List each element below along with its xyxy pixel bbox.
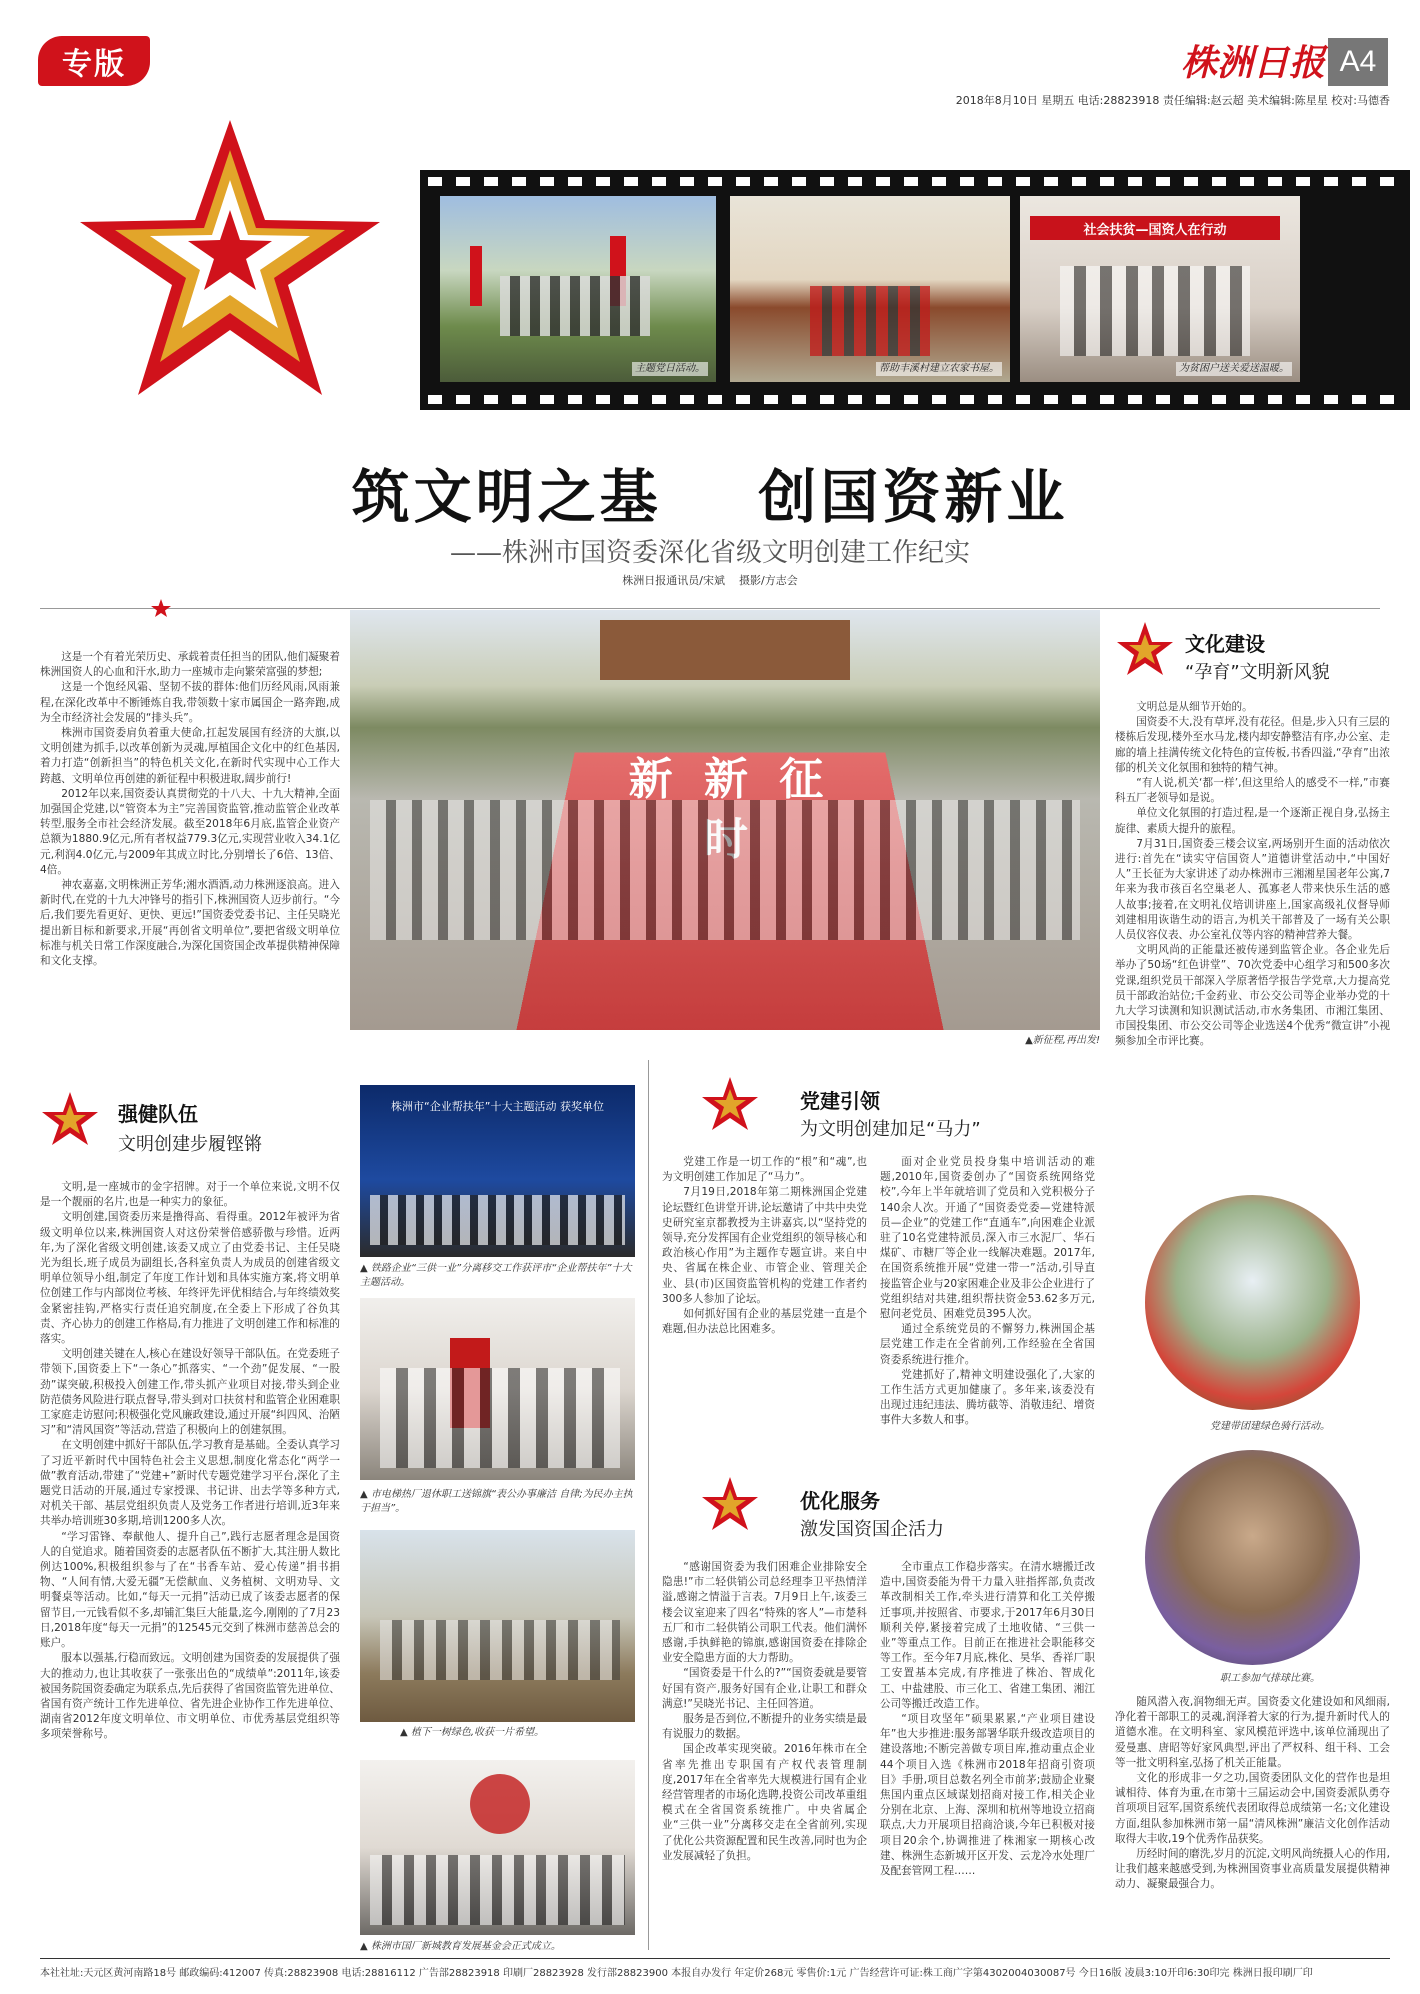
hero-banner-text: 新 新 征 时: [628, 754, 832, 865]
column-rule: [648, 1060, 649, 1950]
party-paragraph: 如何抓好国有企业的基层党建一直是个难题,但办法总比困难多。: [662, 1308, 867, 1336]
film-photo-book-house: [730, 196, 1010, 382]
culture-paragraph: 文明风尚的正能量还被传递到监管企业。各企业先后举办了50场“红色讲堂”、70次党委中心组学习和500多次党课,组织党员干部深入学原著悟学报告学党章,大力提高党员干部政治站位;千金药业、市公交公司等企业举办党的十九大学习读测和知识测试活动,市水务集团、市湘江集团、市国投集团、市公交公司等企业选送4个优秀“微宣讲”小视频参加全市评比赛。: [1115, 944, 1390, 1048]
team-photo-caption: ▲ 株洲市国厂新城教育发展基金会正式成立。: [360, 1941, 561, 1952]
culture-paragraph: 单位文化氛围的打造过程,是一个逐渐正视自身,弘扬主旋律、素质大提升的旅程。: [1115, 807, 1390, 835]
intro-paragraph: 神农嘉嘉,文明株洲正芳华;湘水酒酒,动力株洲逐浪高。进入新时代,在党的十九大冲锋号的指引下,株洲国资人迈步前行。“今后,我们要先看更好、更快、更远!”国资委党委书记、主任吴晓光提出新目标和新要求,开展“再创省文明单位”,要把省级文明单位标准与机关日常工作深度融合,为深化国资国企改革提供精神保障和文化支撑。: [40, 879, 340, 968]
team-photo-banner-gift: [360, 1298, 635, 1480]
team-photo-caption: ▲ 铁路企业“三供一业”分离移交工作获评市“企业帮扶年”十大主题活动。: [360, 1263, 632, 1288]
service-column-left: [662, 1560, 867, 1950]
party-paragraph: 党建工作是一切工作的“根”和“魂”,也为文明创建工作加足了“马力”。: [662, 1156, 867, 1184]
section-badge: [38, 36, 150, 86]
film-photo-caption: 主题党日活动。: [632, 362, 708, 376]
culture-paragraph: 历经时间的磨洗,岁月的沉淀,文明风尚统摄人心的作用,让我们越来越感受到,为株洲国资事业高质量发展提供精神动力、凝聚最强合力。: [1115, 1848, 1390, 1891]
party-title: 党建引领: [800, 1089, 880, 1113]
service-column-right: [880, 1560, 1095, 1950]
party-column-right: [880, 1155, 1095, 1453]
culture-title: 文化建设: [1185, 632, 1265, 656]
service-paragraph: “感谢国资委为我们困难企业排除安全隐患!”市二轻供销公司总经理李卫平热情洋溢,感谢之情溢于言表。7月9日上午,该委三楼会议室迎来了四名“特殊的客人”—市楚科五厂和市二轻供销公司职工代表。他们满怀感谢,手执鲜艳的锦旗,感谢国资委在排除企业安全隐患方面的大力帮助。: [662, 1561, 867, 1665]
team-column: [40, 1180, 340, 1950]
team-photo-caption: ▲ 植下一树绿色,收获一片希望。: [400, 1727, 545, 1738]
culture-photo-volleyball: [1145, 1450, 1360, 1665]
team-subtitle: 文明创建步履铿锵: [118, 1134, 262, 1155]
culture-paragraph: 文化的形成非一夕之功,国资委团队文化的营作也是坦诚相待、体育为重,在市第十三届运动会中,国资委派队勇夺首项项目冠军,国资系统代表团取得总成绩第一名;文化建设方面,组队参加株洲市第一届“清风株洲”廉洁文化创作活动取得大丰收,19个优秀作品获奖。: [1115, 1772, 1390, 1845]
culture-subtitle: “孕育”文明新风貌: [1185, 662, 1330, 683]
intro-paragraph: 2012年以来,国资委认真贯彻党的十八大、十九大精神,全面加强国企党建,以“管资本为主”完善国资监管,推动监管企业改革转型,服务全市社会经济发展。截至2018年6月底,监管企业资产总额为1880.9亿元,所有者权益779.3亿元,实现营业收入34.1亿元,利润4.0亿元,与2009年其成立时比,分别增长了6倍、13倍、4倍。: [40, 787, 340, 876]
intro-column: [40, 650, 340, 1080]
team-photo-award: [360, 1085, 635, 1257]
paper-logo-text: 株洲日报: [1180, 41, 1325, 84]
headline-rule: [40, 608, 1380, 609]
culture-star-icon: [1115, 620, 1175, 676]
party-column-left: [662, 1155, 867, 1453]
film-holes-bottom: [420, 392, 1410, 406]
team-photo-caption: ▲ 市电梯热厂退休职工送锦旗“表公办事廉洁 自律;为民办主执于担当”。: [360, 1489, 633, 1514]
team-photo-foundation: [360, 1760, 635, 1935]
service-paragraph: “项目攻坚年”硕果累累,“产业项目建设年”也大步推进:服务部署华联升级改造项目的建设落地;不断完善做专项目库,推动重点企业44个项目入选《株洲市2018年招商引资项目》手册,项目总数名列全市前茅;鼓励企业聚焦国内重点区域谋划招商对接工作,相关企业分别在北京、上海、深圳和杭州等地设立招商联点,大力开展项目招商洽谈,今年已积极对接项目20余个,协调推进了株湘家一期核心改建、株洲生态新城开区开发、云龙冷水处理厂及配套管网工程……: [880, 1713, 1095, 1878]
footer-rule: [40, 1958, 1390, 1959]
culture-photo-caption: 党建带团建绿色骑行活动。: [1210, 1421, 1330, 1432]
film-photo-poverty-relief: [1020, 196, 1300, 382]
intro-paragraph: 株洲市国资委肩负着重大使命,扛起发展国有经济的大旗,以文明创建为抓手,以改革创新为灵魂,厚植国企文化中的红色基因,着力打造“创新担当”的特色机关文化,在新时代实现中心工作大跨越、文明单位再创建的新征程中积极进取,阔步前行!: [40, 727, 340, 785]
poverty-relief-banner: [1030, 216, 1280, 240]
team-paragraph: “学习雷锋、奉献他人、提升自己”,践行志愿者理念是国资人的自觉追求。随着国资委的志愿者队伍不断扩大,其注册人数比例达100%,积极组织参与了在“书香车站、爱心传递”捐书捐物、“人间有情,大爱无疆”无偿献血、义务植树、文明劝导、文明餐桌等活动。比如,“每天一元捐”活动已成了该委志愿者的保留节目,一元钱看似不多,却铺汇集巨大能量,迄今,刚刚的了7月23日,2018年度“每天一元捐”的12545元交到了株洲市慈善总会的账户。: [40, 1530, 340, 1650]
service-paragraph: “国资委是干什么的?”“国资委就是要管好国有资产,服务好国有企业,让职工和群众满意!”吴晓光书记、主任回答道。: [662, 1667, 867, 1710]
intro-paragraph: 这是一个有着光荣历史、承载着责任担当的团队,他们凝聚着株洲国资人的心血和汗水,助力一座城市走向繁荣富强的梦想;: [40, 651, 340, 679]
service-paragraph: 国企改革实现突破。2016年株市在全省率先推出专职国有产权代表管理制度,2017年在全省率先大规模进行国有企业经营管理者的市场化选聘,投资公司改革重组模式在全省国资系统推广。中央省属企业“三供一业”分离移交走在全省前列,实现了优化公共资源配置和民生改善,同时也为企业发展减轻了负担。: [662, 1743, 867, 1862]
footer-info: 本社社址:天元区黄河南路18号 邮政编码:412007 传真:28823908 电话:28816112 广告部28823918 印刷厂28823928 发行部28823900 本报自办发行 年定价268元 零售价:1元 广告经营许可证:株工商广字第4302004030087号 今日16版 凌晨3:10开印6:30印完 株洲日报印刷厂印: [40, 1968, 1313, 1979]
byline: 株洲日报通讯员/宋斌 摄影/方志会: [622, 574, 798, 587]
party-paragraph: 通过全系统党员的不懈努力,株洲国企基层党建工作走在全省前列,工作经验在全省国资委系统进行推介。: [880, 1323, 1095, 1366]
service-title: 优化服务: [800, 1489, 880, 1513]
page-number-text: A4: [1339, 45, 1377, 78]
team-paragraph: 在文明创建中抓好干部队伍,学习教育是基础。全委认真学习了习近平新时代中国特色社会主义思想,制度化常态化“两学一做”教育活动,带建了“党建+”新时代专题党建学习平台,深化了主题党日活动的开展,通过专家授课、书记讲、出去学等多种方式,对机关干部、基层党组织负责人及党务工作者进行培训,近3年来共举办培训班30多期,培训1200多人次。: [40, 1439, 340, 1528]
page-number: [1328, 38, 1388, 86]
team-star-icon: [40, 1090, 100, 1146]
film-holes-top: [420, 174, 1410, 188]
culture-column-top: [1115, 700, 1390, 1170]
team-photo-tree-planting: [360, 1530, 635, 1722]
culture-paragraph: 文明总是从细节开始的。: [1136, 701, 1253, 713]
film-photo-party-day: [440, 196, 716, 382]
main-subheadline: ——株洲市国资委深化省级文明创建工作纪实: [449, 538, 970, 568]
party-paragraph: 党建抓好了,精神文明建设强化了,大家的工作生活方式更加健康了。多年来,该委没有出现过违纪违法、腾坊截等、消敬违纪、增资事件大多数人和事。: [880, 1368, 1095, 1427]
main-headline: 筑文明之基 创国资新业: [351, 463, 1069, 531]
intro-paragraph: 这是一个饱经风霜、坚韧不拔的群体:他们历经风雨,风雨兼程,在深化改革中不断锤炼自我,带领数十家市属国企一路奔跑,成为全市经济社会发展的“排头兵”。: [40, 681, 340, 724]
party-star-icon: [700, 1075, 760, 1131]
hero-photo: [350, 610, 1100, 1030]
hero-photo-caption: ▲新征程,再出发!: [1025, 1035, 1100, 1046]
team-paragraph: 文明,是一座城市的金字招牌。对于一个单位来说,文明不仅是一个靓丽的名片,也是一种实力的象征。: [40, 1181, 340, 1209]
banner-text: 社会扶贫—国资人在行动: [1083, 222, 1227, 238]
service-paragraph: 全市重点工作稳步落实。在清水塘搬迁改造中,国资委能为骨干力量入驻指挥部,负责改革改制相关工作,牵头进行清算和化工关停搬迁事项,并按照省、市要求,于2017年6月30日顺利关停,紧接着完成了土地收储、“三供一业”等重点工作。目前正在推进社会职能移交等工作。至今年7月底,株化、昊华、香祥厂职工安置基本完成,有序推进了株冶、智成化工、中盐建股、市三化工、省建工集团、湘江公司等搬迁改造工作。: [880, 1561, 1095, 1710]
section-badge-label: 专版: [62, 47, 126, 82]
culture-paragraph: 国资委不大,没有草坪,没有花径。但是,步入只有三层的楼栋后发现,楼外至水马龙,楼内却安静整洁有序,办公室、走廊的墙上挂满传统文化特色的宣传板,书香四溢,“孕育”出浓郁的机关文化氛围和独特的精气神。: [1115, 716, 1390, 774]
service-subtitle: 激发国资国企活力: [800, 1519, 944, 1540]
culture-photo-cycling: [1145, 1195, 1360, 1410]
party-paragraph: 面对企业党员投身集中培训活动的难题,2010年,国资委创办了“国资系统网络党校”,今年上半年就培训了党员和入党积极分子140余人次。开通了“国资委党委—党建特派员—企业”的党建工作“直通车”,向困难企业派驻了10名党建特派员,深入市三水泥厂、华石煤矿、市糖厂等企业一线解决难题。2017年,在国资系统推开展“党建一带一”活动,引导直接监管企业与20家困难企业及非公企业进行了党组织结对共建,组织帮扶资金53.62多万元,慰问老党员、困难党员395人次。: [880, 1156, 1095, 1321]
paper-logo: [1175, 36, 1325, 84]
culture-paragraph: 随风潜入夜,润物细无声。国资委文化建设如和风细雨,净化着干部职工的灵魂,润泽着大家的行为,提升新时代人的道德水准。在文明科室、家风模范评选中,该单位涌现出了爱曼惠、唐昭等好家风典型,评出了严权科、组干科、工会等一批文明科室,弘扬了机关正能量。: [1115, 1696, 1390, 1769]
service-star-icon: [700, 1475, 760, 1531]
culture-column-bottom: [1115, 1695, 1390, 1950]
team-title: 强健队伍: [118, 1102, 198, 1126]
rule-star-icon: [150, 598, 172, 618]
party-subtitle: 为文明创建加足“马力”: [800, 1119, 981, 1140]
team-paragraph: 文明创建关键在人,核心在建设好领导干部队伍。在党委班子带领下,国资委上下“一条心”抓落实、“一个劲”促发展、“一股劲”谋突破,积极投入创建工作,带头抓产业项目对接,带头到企业防范债务风险进行联点督导,带头到对口扶贫村和监管企业困难职工家庭走访慰问;积极强化党风廉政建设,通过开展“纠四风、治陋习”和“清风国资”等活动,营造了积极向上的创建氛围。: [40, 1348, 340, 1437]
team-paragraph: 文明创建,国资委历来是撸得高、看得重。2012年被评为省级文明单位以来,株洲国资人对这份荣誉倍感骄傲与珍惜。近两年,为了深化省级文明创建,该委又成立了由党委书记、主任吴晓光为组长,班子成员为副组长,各科室负责人为成员的创建省级文明单位领导小组,制定了年度工作计划和具体实施方案,将文明单位创建工作与内部岗位考核、年终评先评优相结合,与年终绩效奖金紧密挂钩,严格实行责任追究制度,在全委上下形成了谷负其责、齐心协力的创建工作格局,有力推进了文明创建工作和标准的落实。: [40, 1211, 340, 1346]
culture-paragraph: “有人说,机关‘都一样’,但这里给人的感受不一样,”市赛科五厂老领导如是说。: [1115, 777, 1390, 805]
service-paragraph: 服务是否到位,不断提升的业务实绩是最有说服力的数据。: [662, 1713, 867, 1741]
header-meta: 2018年8月10日 星期五 电话:28823918 责任编辑:赵云超 美术编辑:陈星星 校对:马德香: [955, 94, 1390, 107]
team-paragraph: 服本以强基,行稳而致远。文明创建为国资委的发展提供了强大的推动力,也让其收获了一张张出色的“成绩单”:2011年,该委被国务院国资委确定为联系点,先后获得了省国资监管先进单位、省国有资产统计工作先进单位、省先进企业协作工作先进单位、湖南省2012年度文明单位、市文明单位、市优秀基层党组织等多项荣誉称号。: [40, 1652, 340, 1741]
film-photo-caption: 为贫困户送关爱送温暖。: [1176, 362, 1292, 376]
award-screen-text: 株洲市“企业帮扶年”十大主题活动 获奖单位: [391, 1100, 604, 1113]
film-photo-caption: 帮助丰溪村建立农家书屋。: [876, 362, 1002, 376]
culture-paragraph: 7月31日,国资委三楼会议室,两场别开生面的活动依次进行:首先在“读实守信国资人”道德讲堂活动中,“中国好人”王长征为大家讲述了动办株洲市三湘湘星国老年公寓,7年来为我市孩百名空巢老人、孤寡老人带来快乐生活的感人故事;接着,在文明礼仪培训讲座上,国家高级礼仪督导师刘建相用诙谐生动的语言,为机关干部普及了一场有关公职人员仪容仪表、办公室礼仪等内容的精神营养大餐。: [1115, 837, 1390, 942]
decorative-star-icon: [60, 110, 400, 410]
culture-photo-caption: 职工参加气排球比赛。: [1220, 1673, 1320, 1684]
party-paragraph: 7月19日,2018年第二期株洲国企党建论坛暨红色讲堂开讲,论坛邀请了中共中央党史研究室京都教授为主讲嘉宾,以“坚持党的领导,充分发挥国有企业党组织的领导核心和政治核心作用”为主题作专题宣讲。来自中央、省属在株企业、市管企业、管理关企业、县(市)区国资监管机构的党建工作者约300多人参加了论坛。: [662, 1186, 867, 1305]
